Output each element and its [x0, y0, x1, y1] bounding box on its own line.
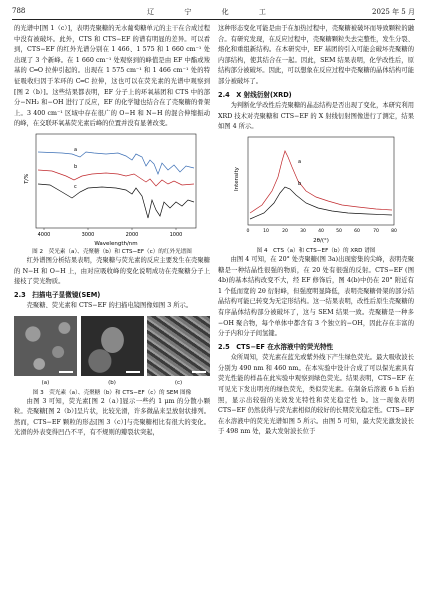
- xrd-x-tick-label: 60: [354, 228, 360, 234]
- paragraph: 由图 3 可知，荧光素[图 2（a）]显示一些约 1 μm 的分散小颗粒。壳聚糖[图 2（b）]呈片状，比较光滑，许多微晶来呈放射状排列。然而，CTS−EF 颗粒的形态[图 3（c）]与壳聚糖相比有很大的变化。光滑的外表变得凹凸不平，有不规则的瓣裂状突起，: [14, 397, 210, 437]
- sem-panel-a: [14, 316, 77, 389]
- paragraph: 由图 4 可知，在 20° 处壳聚糖(图 3a)出现密集的尖峰，表明壳聚糖是一种结晶性很强的物质，在 20 处有很强的反射。CTS−EF (图 4b)的基本结构改变不大，经 EF 修饰后，图 4(b)中仍在 20° 附近有 1 个低而宽的 2θ 衍射峰，但强度明显降低，表明壳聚糖骨架的部分结晶结构可能已转变为无定形结构。这一结果表明，改性后原生壳聚糖的有序晶体结构部分被破坏了，这与 SEM 结果一致。壳聚糖是一种多−OH 聚合物，每个单体中都含有 3 个独立的−OH，因此存在丰富的分子内和分子间氢键。: [218, 255, 414, 338]
- xrd-series-a-line: [250, 151, 392, 213]
- paragraph: 红外谱图分析结果表明，壳聚糖与荧光素的反应主要发生在壳聚糖的 N−H 和 O−H 上，由对应吸收峰的变化说明成功在壳聚糖分子上接枝了荧光物质。: [14, 256, 210, 286]
- ir-plot-frame: [36, 134, 196, 228]
- figure-3-caption: 图 3 荧光素（a）、壳聚糖（b）和 CTS−EF（c）的 SEM 图像: [32, 389, 192, 396]
- ir-series-a-label: a: [74, 146, 78, 153]
- ir-x-tick-label: 1000: [169, 231, 183, 238]
- header-rule: [12, 19, 415, 20]
- paragraph: 众所周知，荧光素在蓝光或紫外线下产生绿色荧光。最大吸收波长分别为 490 nm 和 460 nm。在本实验中设计合成了可以保光素具有荧光性能的样品在此实验中观察到绿色荧光。结果表明，CTS−EF 在可见光下发出明亮的绿色荧光，类似荧光素。在制备后溶液 6 h 后拍照，显示出较强的光效发光特性和荧光稳定性 b。这一现象表明 CTS−EF 仍然获得与荧光素相似的较好的长期荧光稳定性。CTS−EF 在水溶液中的荧光光谱如图 5 所示。由图 5 可知，最大荧光激发波长于 498 nm 处，最大发射波长位于: [218, 354, 414, 436]
- xrd-x-tick-label: 0: [246, 228, 250, 234]
- page-header: [12, 7, 415, 19]
- ir-spectrum-figure: [22, 130, 202, 248]
- right-column: [218, 24, 414, 438]
- xrd-figure: [228, 133, 404, 247]
- figure-2-caption: 图 2 荧光素（a）、壳聚糖（b）和 CTS−EF（c）的红外光谱图: [32, 248, 192, 255]
- ir-series-b-line: [38, 170, 194, 186]
- journal-title: 辽 宁 化 工: [147, 8, 280, 16]
- xrd-x-tick-label: 50: [336, 228, 342, 234]
- sem-panel-b: [81, 316, 144, 389]
- sem-label-c: (c): [174, 379, 183, 386]
- sem-label-b: (b): [108, 379, 116, 386]
- xrd-plot-frame: [248, 137, 394, 225]
- scale-bar: [126, 371, 140, 373]
- section-heading-2-3: 2.3 扫描电子显微镜(SEM): [14, 290, 101, 299]
- sem-image-b: [81, 316, 144, 376]
- ir-x-tick-label: 2000: [125, 231, 139, 238]
- section-heading-2-4: 2.4 X 射线衍射(XRD): [218, 90, 292, 99]
- ir-series-c-label: c: [74, 183, 77, 190]
- sem-label-a: (a): [41, 379, 50, 386]
- xrd-x-tick-label: 20: [282, 228, 288, 234]
- scale-bar: [59, 371, 73, 373]
- ir-x-tick-label: 4000: [37, 231, 51, 238]
- xrd-y-label: Intensity: [234, 166, 240, 191]
- paragraph: 壳聚糖、荧光素和 CTS−EF 的扫描电镜图像如图 3 所示。: [26, 302, 193, 310]
- xrd-series-b-label: b: [298, 180, 302, 187]
- ir-x-tick-label: 3000: [81, 231, 95, 238]
- xrd-x-tick-label: 30: [300, 228, 306, 234]
- xrd-x-ticks: [247, 228, 397, 234]
- xrd-x-tick-label: 40: [318, 228, 324, 234]
- ir-series-c-line: [38, 184, 194, 218]
- xrd-series-a-label: a: [298, 158, 302, 165]
- sem-image-a: [14, 316, 77, 376]
- xrd-x-tick-label: 10: [263, 228, 269, 234]
- issue-date: 2025 年 5 月: [372, 8, 415, 16]
- sem-panel-c: [147, 316, 210, 389]
- ir-y-label: T/%: [24, 173, 30, 184]
- paragraph: 为判断化学改性后壳聚糖的晶态结构是否出现了变化，本研究利用 XRD 技术对壳聚糖和 CTS−EF 的 X 射线衍射图像进行了测定，结果如图 4 所示。: [218, 102, 414, 131]
- ir-series-a-line: [38, 152, 194, 174]
- paragraph: 的光谱中[图 1（c）]，表明壳聚糖的无水葡萄糖单元的主干在合成过程中没有被破坏。此外，CTS 和 CTS−EF 的谱有明显的差异。可以看到，CTS−EF 的红外光谱分别在 1 466、1 575 和 1 660 cm⁻¹ 处出现了 3 个新峰。在 1 660 cm⁻¹ 处观察到的峰值是由 EF 中酯或羧基的 C═O 拉伸引起的。出现在 1 575 cm⁻¹ 和 1 466 cm⁻¹ 处的特征吸收归因于苯环的 C═C 拉伸，这也可以在荧光素的光谱中观察到[图 2（b）]。这些结果都表明，EF 分子上的环氧基团和 CTS 中的部分−NH₂ 和−OH 进行了反应，EF 的化学键也结合在了壳聚糖的骨架上。3 400 cm⁻¹ 区域中存在很广的 O−H 和 N−H 的混合伸缩振动的峰，在交联环氧基荧光素后峰的位置并没有显著改变。: [14, 25, 210, 128]
- scale-bar: [192, 371, 206, 373]
- left-column: [14, 24, 210, 439]
- paragraph: 这种形态变化可能是由于在加热过程中，壳聚糖被破坏而导致颗粒的融合。有研究发现，在反应过程中，壳聚糖颗粒失去完整性，发生分裂、熔化和重组新结构。在本研究中，EF 基团的引入可能会破坏壳聚糖的内部结构，使其结合在一起。因此，SEM 结果表明，化学改性后，原结构部分被破坏。因此，可以想象在反应过程中壳聚糖的晶体结构可能部分被破坏了。: [218, 25, 414, 85]
- xrd-x-label: 2θ/(°): [313, 237, 329, 244]
- section-heading-2-5: 2.5 CTS−EF 在水溶液中的荧光特性: [218, 342, 334, 351]
- page-number: 788: [12, 7, 26, 15]
- sem-image-panel: [14, 316, 210, 389]
- ir-series-b-label: b: [74, 163, 78, 170]
- xrd-x-tick-label: 80: [391, 228, 397, 234]
- figure-4-caption: 图 4 CTS（a）和 CTS−EF（b）的 XRD 谱图: [256, 247, 376, 254]
- sem-image-c: [147, 316, 210, 376]
- ir-x-label: Wavelength/nm: [94, 240, 138, 247]
- xrd-x-tick-label: 70: [373, 228, 379, 234]
